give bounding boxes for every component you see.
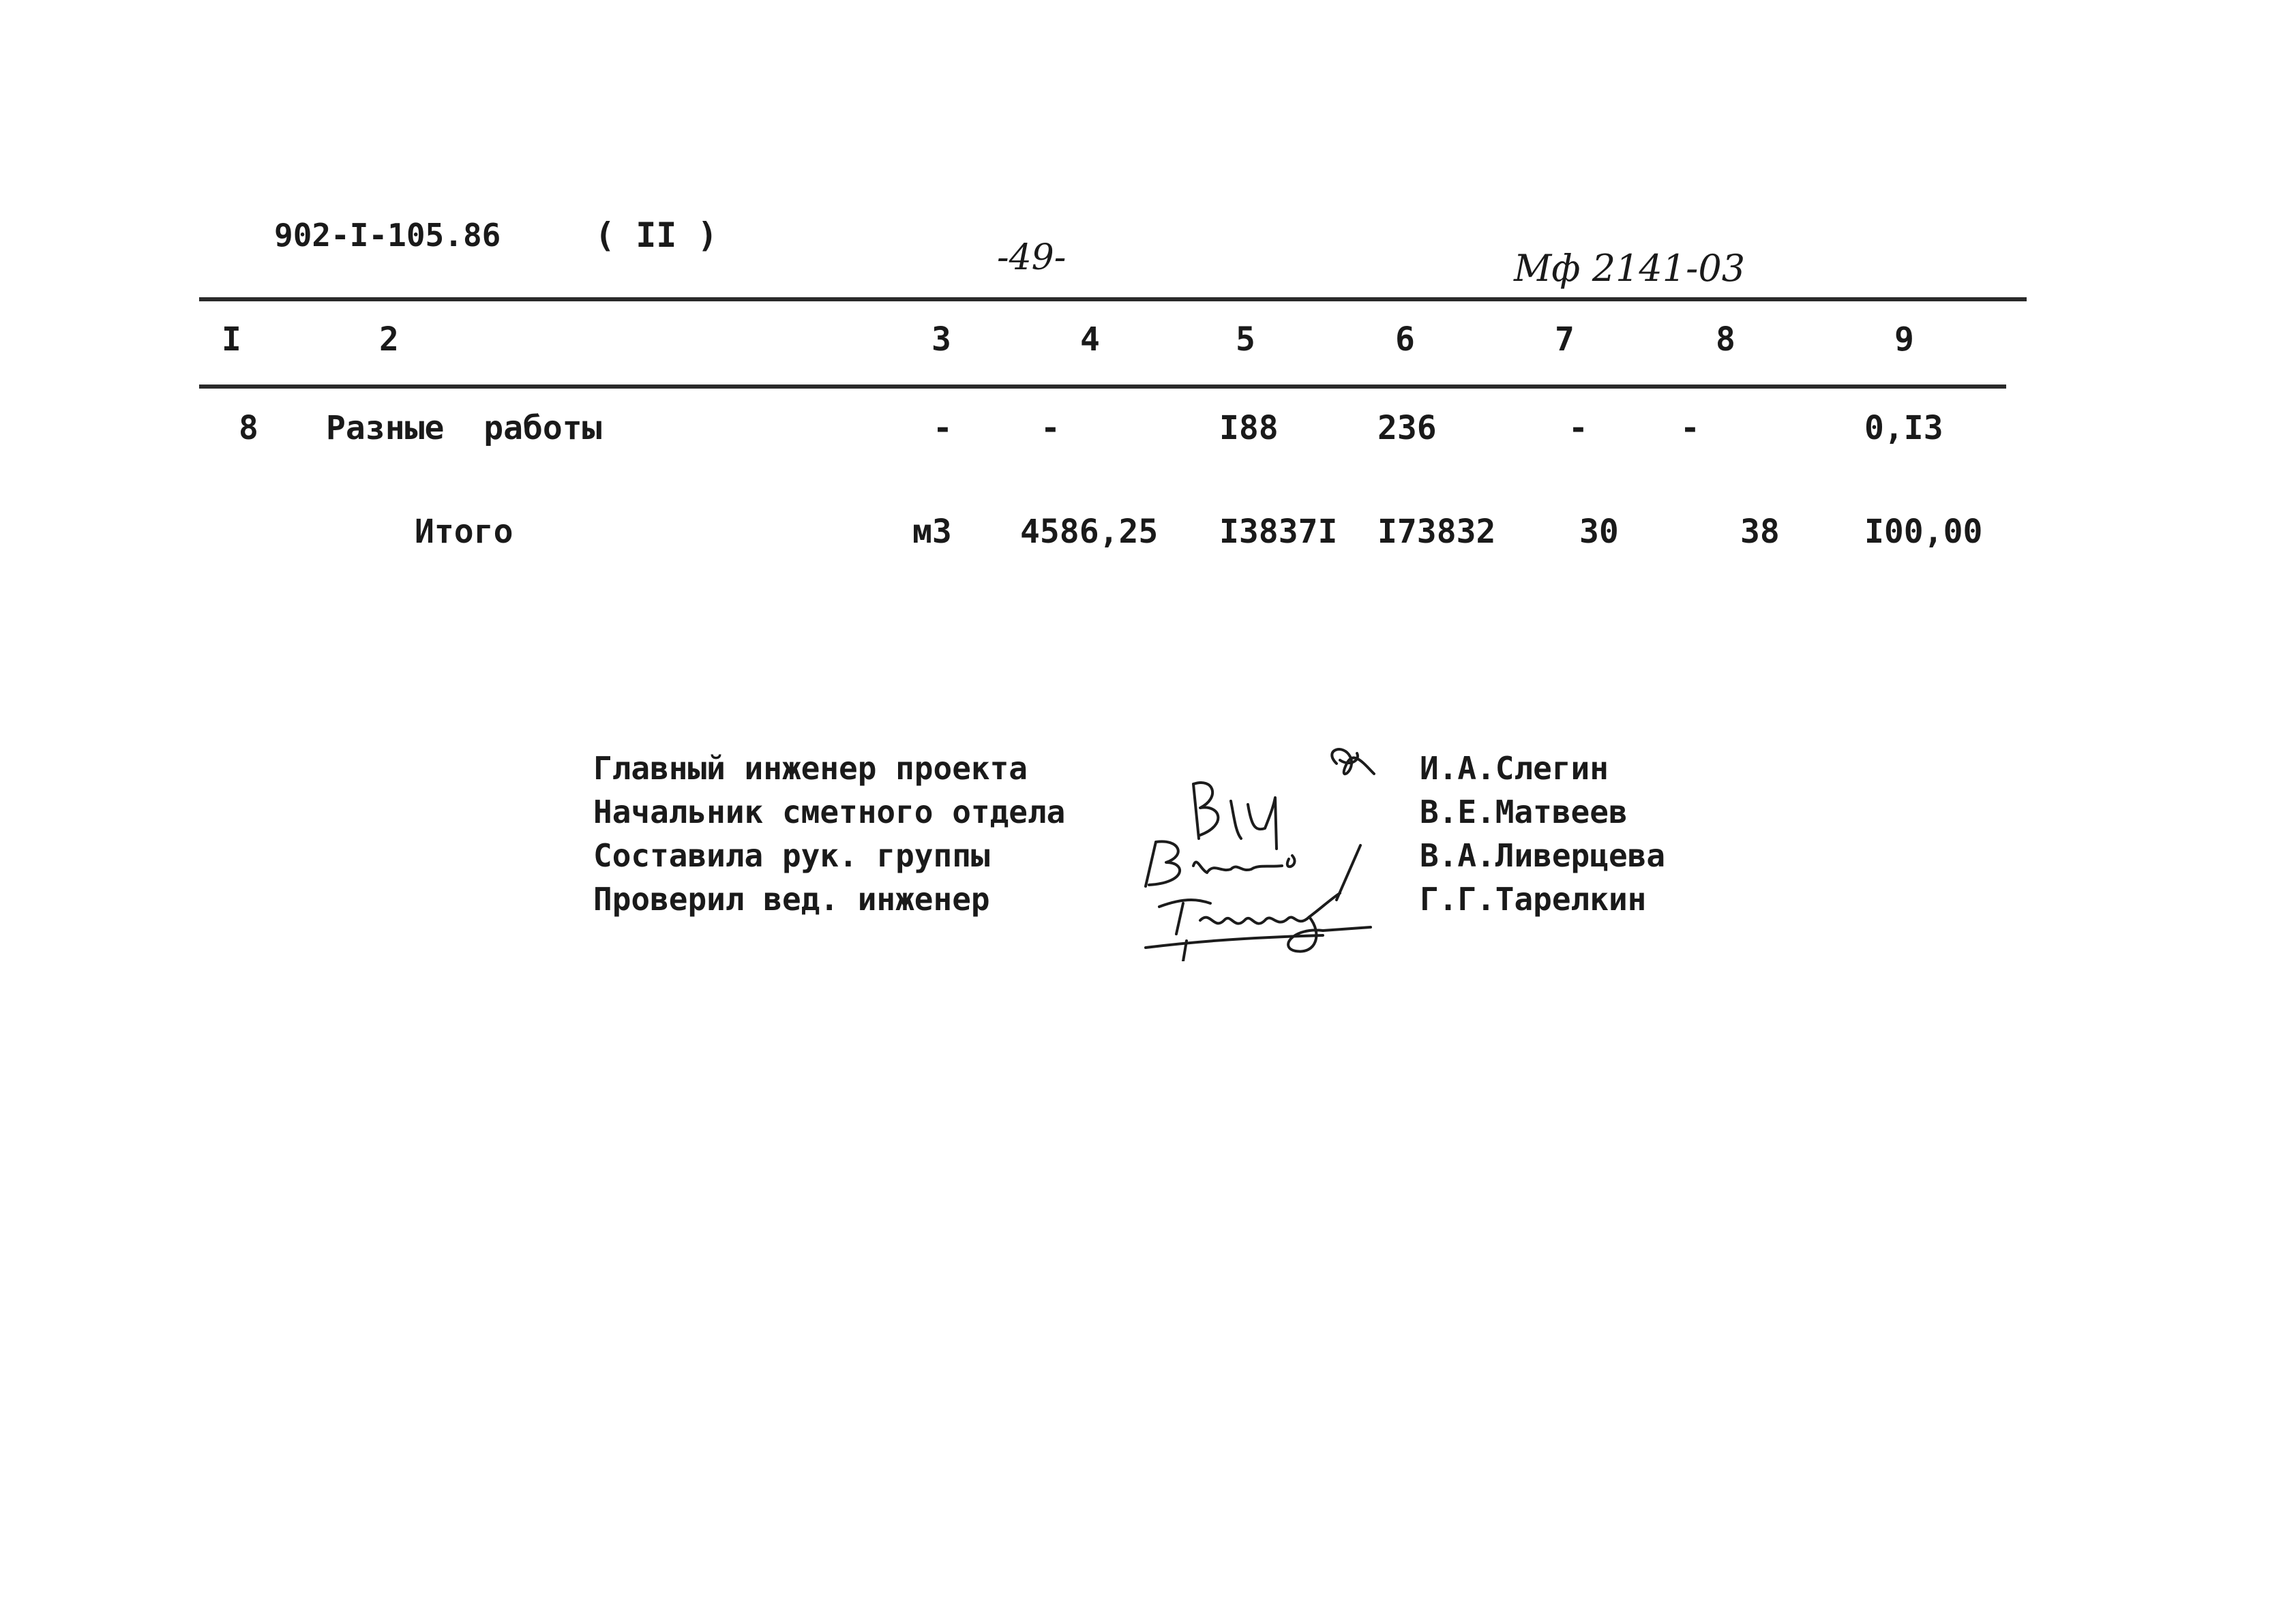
column-number-8: 8 — [1716, 320, 1735, 359]
column-number-4: 4 — [1080, 320, 1100, 359]
column-number-9: 9 — [1894, 320, 1914, 359]
archive-code: Мф 2141-03 — [1514, 247, 1746, 290]
total-value-4: 4586,25 — [1020, 513, 1159, 551]
document-code: 902-I-105.86 — [274, 217, 501, 254]
column-number-5: 5 — [1236, 320, 1255, 359]
total-value-8: 38 — [1740, 513, 1780, 551]
total-value-5: I3837I — [1219, 513, 1338, 551]
signer-name: И.А.Слегин — [1420, 750, 1609, 787]
handwritten-signatures — [1118, 736, 1405, 961]
column-number-7: 7 — [1555, 320, 1575, 359]
signer-name: Г.Г.Тарелкин — [1420, 881, 1647, 918]
row-unit: - — [933, 409, 953, 447]
column-number-1: I — [222, 320, 241, 359]
row-value-6: 236 — [1377, 409, 1437, 447]
document-section: ( II ) — [595, 215, 718, 255]
row-name: Разные работы — [326, 409, 602, 447]
column-number-3: 3 — [931, 320, 951, 359]
signer-title: Главный инженер проекта — [593, 750, 1028, 787]
page-number: -49- — [997, 237, 1067, 278]
row-number: 8 — [239, 409, 258, 447]
total-unit: м3 — [912, 513, 952, 551]
signer-title: Составила рук. группы — [593, 837, 990, 874]
table-top-rule — [199, 297, 2027, 301]
total-value-9: I00,00 — [1864, 513, 1983, 551]
total-value-6: I73832 — [1377, 513, 1496, 551]
signer-name: В.Е.Матвеев — [1420, 794, 1628, 830]
signer-title: Проверил вед. инженер — [593, 881, 990, 918]
total-label: Итого — [415, 513, 513, 551]
row-value-7: - — [1568, 409, 1588, 447]
row-value-8: - — [1680, 409, 1700, 447]
row-value-9: 0,I3 — [1864, 409, 1943, 447]
row-value-5: I88 — [1219, 409, 1279, 447]
signer-name: В.А.Ливерцева — [1420, 837, 1666, 874]
table-header-rule — [199, 385, 2006, 389]
signer-title: Начальник сметного отдела — [593, 794, 1066, 830]
row-value-4: - — [1041, 409, 1060, 447]
column-number-6: 6 — [1395, 320, 1415, 359]
total-value-7: 30 — [1579, 513, 1619, 551]
column-number-2: 2 — [379, 320, 399, 359]
